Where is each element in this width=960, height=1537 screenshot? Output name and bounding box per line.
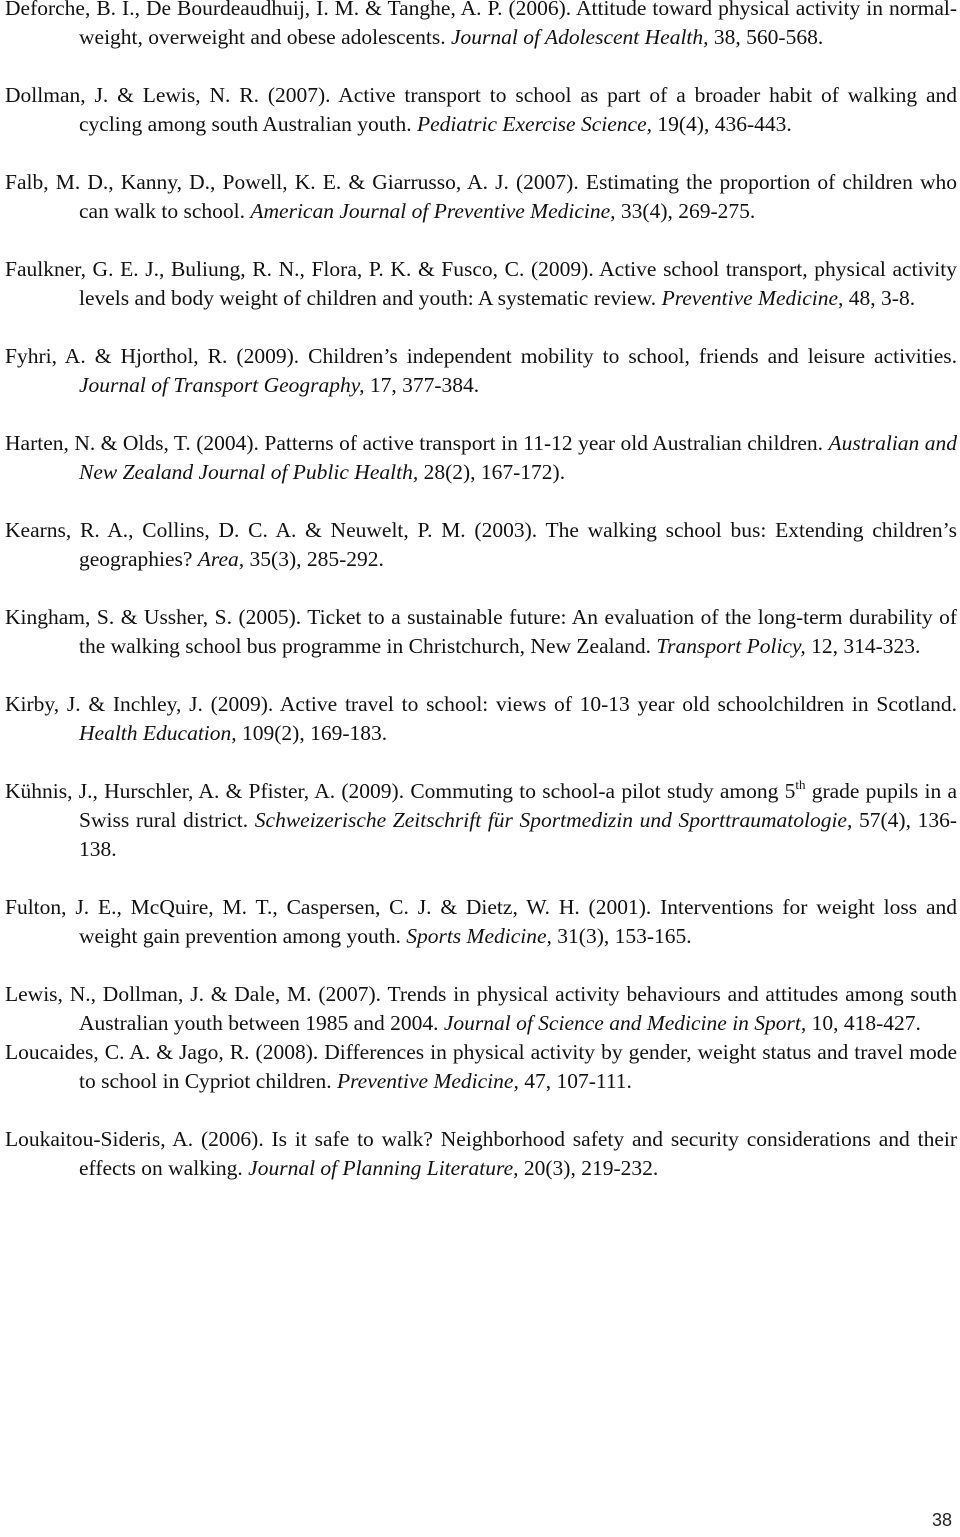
reference-journal: Journal of Planning Literature, [248,1156,519,1180]
reference-journal: Pediatric Exercise Science, [417,112,652,136]
reference-authors: Fyhri, A. & Hjorthol, R. (2009). Children’s independent mobility to school, friends and leisure activities. [5,344,957,368]
reference-details: 19(4), 436-443. [652,112,792,136]
reference-authors: Kearns, R. A., Collins, D. C. A. & Neuwelt, P. M. (2003). The walking school bus: Extending children’s geographies? [5,518,957,571]
reference-details: 47, 107-111. [518,1069,632,1093]
reference-authors: Loucaides, C. A. & Jago, R. (2008). Differences in physical activity by gender, weight status and travel mode to school in Cypriot children. [5,1040,957,1093]
reference-entry [5,980,957,1038]
reference-details: 48, 3-8. [843,286,916,310]
reference-authors: Kingham, S. & Ussher, S. (2005). Ticket to a sustainable future: An evaluation of the long-term durability of the walking school bus programme in Christchurch, New Zealand. [5,605,957,658]
reference-details: 35(3), 285-292. [244,547,384,571]
reference-entry [5,690,957,748]
reference-journal: Journal of Adolescent Health, [450,25,709,49]
reference-authors: Deforche, B. I., De Bourdeaudhuij, I. M. & Tanghe, A. P. (2006). Attitude toward physical activity in normal-weight, overweight and obese adolescents. [5,0,957,49]
reference-details: 57(4), 136-138. [79,808,957,861]
reference-entry [5,777,957,864]
reference-details: 10, 418-427. [806,1011,921,1035]
reference-details: 38, 560-568. [708,25,824,49]
reference-details: 33(4), 269-275. [615,199,756,223]
reference-entry [5,603,957,661]
reference-entry [5,0,957,52]
reference-details: 31(3), 153-165. [551,924,692,948]
ordinal-superscript: th [795,777,806,792]
reference-journal: Area, [197,547,245,571]
reference-entry [5,168,957,226]
reference-authors-continued: grade pupils in a Swiss rural district. [79,779,957,832]
reference-entry [5,429,957,487]
reference-entry [5,1038,957,1096]
reference-entry [5,255,957,313]
reference-authors: Falb, M. D., Kanny, D., Powell, K. E. & Giarrusso, A. J. (2007). Estimating the proportion of children who can walk to school. [5,170,957,223]
reference-details: 28(2), 167-172). [418,460,566,484]
reference-journal: American Journal of Preventive Medicine, [250,199,616,223]
reference-entry [5,893,957,951]
reference-authors: Kirby, J. & Inchley, J. (2009). Active travel to school: views of 10-13 year old schoolchildren in Scotland. [5,692,957,716]
reference-journal: Transport Policy, [656,634,806,658]
reference-journal: Schweizerische Zeitschrift für Sportmedizin und Sporttraumatologie, [254,808,853,832]
reference-authors: Dollman, J. & Lewis, N. R. (2007). Active transport to school as part of a broader habit of walking and cycling among south Australian youth. [5,83,957,136]
reference-journal: Preventive Medicine, [336,1069,519,1093]
page-number: 38 [931,1510,952,1530]
reference-journal: Health Education, [79,721,237,745]
reference-authors: Faulkner, G. E. J., Buliung, R. N., Flora, P. K. & Fusco, C. (2009). Active school transport, physical activity levels and body weight of children and youth: A systematic review. [5,257,957,310]
reference-journal: Journal of Transport Geography, [79,373,365,397]
reference-details: 109(2), 169-183. [236,721,388,745]
reference-entry [5,516,957,574]
reference-journal: Sports Medicine, [406,924,552,948]
reference-entry [5,81,957,139]
reference-authors: Lewis, N., Dollman, J. & Dale, M. (2007). Trends in physical activity behaviours and attitudes among south Australian youth between 1985 and 2004. [5,982,957,1035]
reference-entry [5,1125,957,1183]
reference-journal: Journal of Science and Medicine in Sport, [443,1011,807,1035]
reference-journal: Preventive Medicine, [661,286,844,310]
reference-details: 20(3), 219-232. [518,1156,659,1180]
reference-details: 17, 377-384. [364,373,480,397]
reference-list [5,0,957,1183]
reference-entry [5,342,957,400]
reference-authors: Loukaitou-Sideris, A. (2006). Is it safe to walk? Neighborhood safety and security considerations and their effects on walking. [5,1127,957,1180]
reference-authors: Fulton, J. E., McQuire, M. T., Caspersen, C. J. & Dietz, W. H. (2001). Interventions for weight loss and weight gain prevention among youth. [5,895,957,948]
reference-authors: Kühnis, J., Hurschler, A. & Pfister, A. (2009). Commuting to school-a pilot study among 5 [5,779,796,803]
reference-journal: Australian and New Zealand Journal of Public Health, [79,431,957,484]
reference-authors: Harten, N. & Olds, T. (2004). Patterns of active transport in 11-12 year old Australian children. [5,431,829,455]
reference-details: 12, 314-323. [805,634,921,658]
